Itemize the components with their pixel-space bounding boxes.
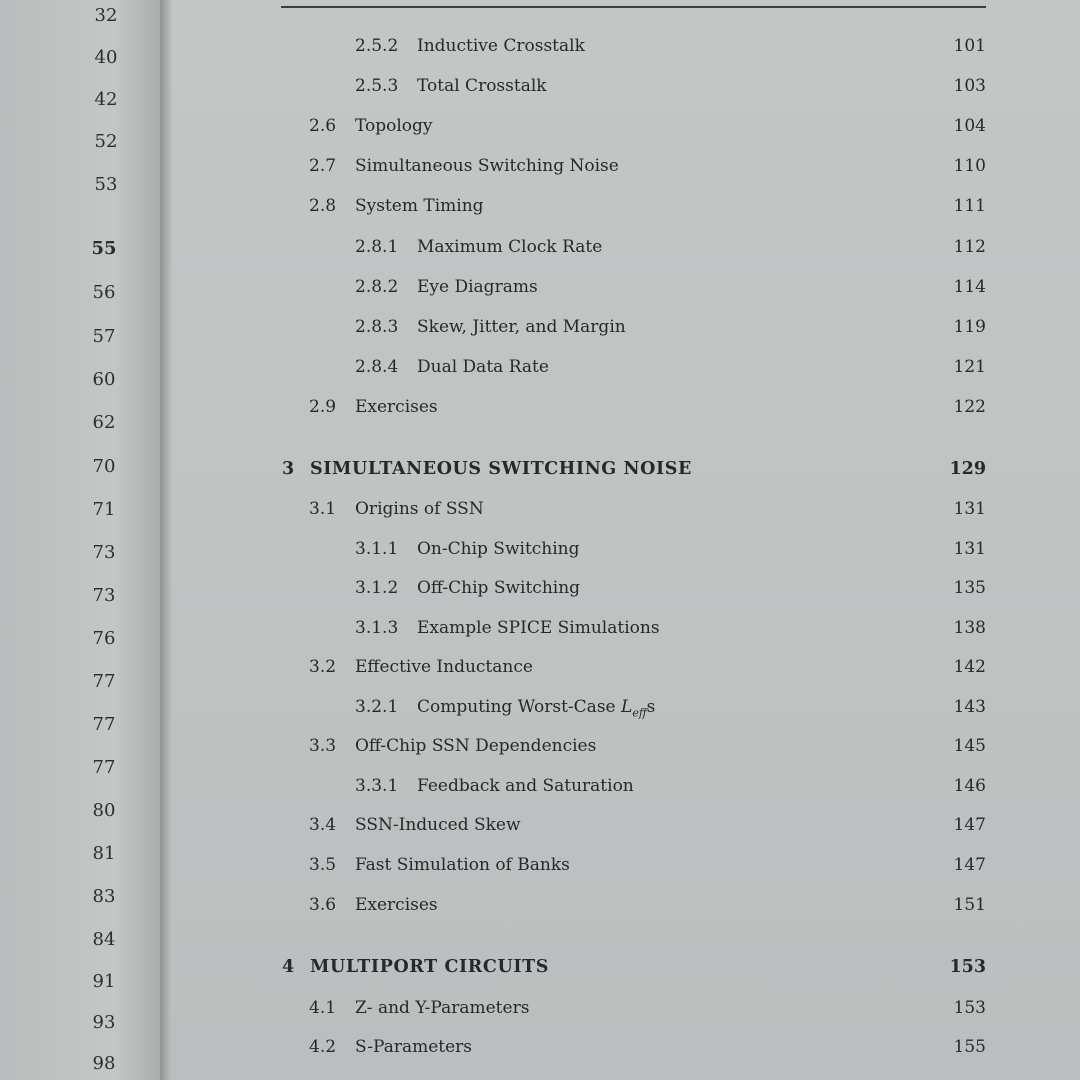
left-page-number: 83 [92,886,116,907]
toc-entry[interactable] [0,116,1080,140]
toc-page: 142 [953,657,986,677]
toc-page: 119 [953,317,986,337]
toc-title: Off-Chip SSN Dependencies [355,736,597,756]
toc-page: 147 [953,815,986,835]
toc-title [417,697,655,719]
toc-title: System Timing [355,196,484,216]
toc-title: Eye Diagrams [417,277,538,297]
toc-title: Dual Data Rate [417,357,549,377]
toc-entry[interactable] [0,697,1080,721]
left-page-number: 91 [92,971,116,992]
toc-number: 2.8.1 [355,237,399,257]
toc-entry[interactable] [0,317,1080,341]
toc-entry[interactable] [0,156,1080,180]
left-page-number: 73 [92,542,116,563]
left-page-number: 77 [92,714,116,735]
left-page-number: 77 [92,757,116,778]
left-page-number: 52 [94,131,118,152]
toc-entry[interactable] [0,539,1080,563]
left-page-number: 76 [92,628,116,649]
toc-entry[interactable] [0,776,1080,800]
toc-number: 2.6 [309,116,337,136]
toc-number: 4.1 [309,998,337,1018]
toc-number: 3.3.1 [355,776,399,796]
toc-page: 131 [953,499,986,519]
toc-entry[interactable] [0,237,1080,261]
left-page-number: 70 [92,456,116,477]
toc-number: 3.4 [309,815,337,835]
toc-title: SIMULTANEOUS SWITCHING NOISE [310,459,692,479]
left-page-number: 57 [92,326,116,347]
header-rule [281,6,986,8]
toc-number: 3.1 [309,499,337,519]
toc-title: Effective Inductance [355,657,533,677]
toc-title: S-Parameters [355,1037,473,1057]
toc-number: 2.5.2 [355,36,399,56]
toc-page: 114 [953,277,986,297]
toc-number: 3.2 [309,657,337,677]
toc-title: Origins of SSN [355,499,484,519]
toc-entry[interactable] [0,499,1080,523]
toc-number: 2.8 [309,196,337,216]
toc-page: 104 [953,116,986,136]
toc-page: 129 [949,459,986,479]
toc-title: Off-Chip Switching [417,578,581,598]
toc-title: Exercises [355,397,438,417]
toc-page: 146 [953,776,986,796]
toc-page: 110 [953,156,986,176]
left-page-number: 84 [92,929,116,950]
toc-number: 3.1.2 [355,578,399,598]
toc-number: 4.2 [309,1037,337,1057]
toc-title: Topology [355,116,433,136]
toc-title: MULTIPORT CIRCUITS [310,957,549,977]
toc-page: 111 [953,196,986,216]
toc-number: 2.8.2 [355,277,399,297]
toc-page: 103 [953,76,986,96]
toc-page: 101 [953,36,986,56]
toc-entry[interactable] [0,855,1080,879]
toc-page: 138 [953,618,986,638]
left-page-number: 62 [92,412,116,433]
toc-page: 135 [953,578,986,598]
toc-number: 2.5.3 [355,76,399,96]
toc-entry[interactable] [0,1037,1080,1061]
toc-number: 2.7 [309,156,337,176]
toc-title: Z- and Y-Parameters [355,998,530,1018]
toc-page: 153 [953,998,986,1018]
toc-page: 155 [953,1037,986,1057]
toc-entry[interactable] [0,36,1080,60]
left-page-number: 56 [92,282,116,303]
left-page-number: 73 [92,585,116,606]
toc-entry[interactable] [0,657,1080,681]
toc-page: 131 [953,539,986,559]
toc-page: 112 [953,237,986,257]
toc-entry[interactable] [0,998,1080,1022]
toc-title: Inductive Crosstalk [417,36,585,56]
toc-page: 143 [953,697,986,717]
toc-entry[interactable] [0,196,1080,220]
left-page-number: 53 [94,174,118,195]
left-page-number: 80 [92,800,116,821]
toc-entry[interactable] [0,815,1080,839]
toc-page: 153 [949,957,986,977]
toc-entry[interactable] [0,736,1080,760]
toc-title: Maximum Clock Rate [417,237,603,257]
toc-title: Exercises [355,895,438,915]
toc-page: 145 [953,736,986,756]
toc-title: Total Crosstalk [417,76,547,96]
left-page-number: 32 [94,5,118,26]
toc-number: 3.1.3 [355,618,399,638]
toc-title: Feedback and Saturation [417,776,634,796]
math-symbol: $L_{eff}$ [621,697,647,720]
toc-title: Skew, Jitter, and Margin [417,317,626,337]
toc-entry[interactable] [0,578,1080,602]
toc-chapter[interactable] [0,459,1080,483]
toc-page: 151 [953,895,986,915]
left-page-number: 71 [92,499,116,520]
toc-number: 3.1.1 [355,539,399,559]
toc-title: SSN-Induced Skew [355,815,521,835]
toc-page: 147 [953,855,986,875]
toc-title: On-Chip Switching [417,539,580,559]
toc-entry[interactable] [0,618,1080,642]
left-page-number: 98 [92,1053,116,1074]
toc-page: 122 [953,397,986,417]
toc-number: 3.6 [309,895,337,915]
left-page-number: 60 [92,369,116,390]
left-page-number: 40 [94,47,118,68]
toc-number: 4 [282,957,295,977]
toc-title: Simultaneous Switching Noise [355,156,619,176]
left-page-number: 81 [92,843,116,864]
toc-title-text: Computing Worst-Case [417,697,622,717]
toc-title-suffix: s [646,697,656,717]
left-page-number: 77 [92,671,116,692]
toc-entry[interactable] [0,397,1080,421]
left-page-number: 42 [94,89,118,110]
toc-number: 3.2.1 [355,697,399,717]
toc-number: 2.8.3 [355,317,399,337]
left-page-number: 55 [91,238,117,259]
toc-entry[interactable] [0,76,1080,100]
toc-page: 121 [953,357,986,377]
toc-number: 2.8.4 [355,357,399,377]
toc-title: Fast Simulation of Banks [355,855,570,875]
toc-chapter[interactable] [0,957,1080,981]
toc-number: 3.3 [309,736,337,756]
left-page-number: 93 [92,1012,116,1033]
toc-number: 2.9 [309,397,337,417]
toc-number: 3.5 [309,855,337,875]
toc-entry[interactable] [0,895,1080,919]
toc-number: 3 [282,459,295,479]
toc-entry[interactable] [0,277,1080,301]
toc-title: Example SPICE Simulations [417,618,660,638]
toc-entry[interactable] [0,357,1080,381]
